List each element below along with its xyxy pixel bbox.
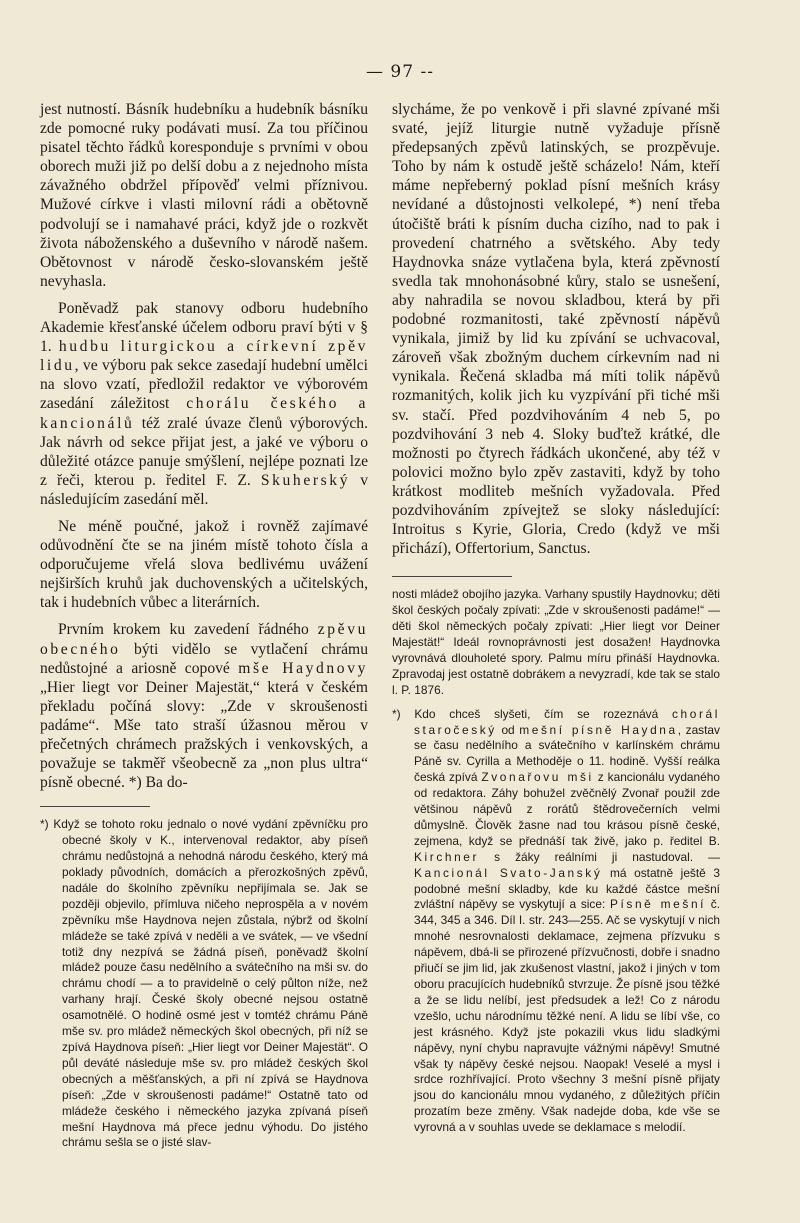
right-column [392, 100, 720, 1136]
left-column [40, 100, 368, 1151]
note-chorale: *) Kdo chceš slyšeti, čím se rozeznává chorál staročeský od mešní písně Haydna, zastav se času nedělního a svátečního v karlínském chrámu Páně sv. Cyrilla a Methoděje o 11. hodině. Vyšší reálka česká zpívá Zvonařovu mši z kancionálu vydaného od redaktora. Záhy bohužel zvěčnělý Zvonař použil zde většinou nápěvů z rorátů štědrovečerních velmi důmyslně. Člověk žasne nad tou krásou písně české, zejmena, když se přednáší tak živě, jako p. ředitel B. Kirchner s žáky reálními ji nastudoval. — Kancionál Svato-Janský má ostatně ještě 3 podobné mešní skladby, kde ku každé částce mešní zvláštní nápěvy se vyskytují a sice: Písně mešní č. 344, 345 a 346. Díl I. str. 243—255. Ač se vyskytují v nich mnohé nesrovnalosti deklamace, zejmena přízvuku s nápěvem, dbá-li se přirozené přízvučnosti, dobře i snadno přiučí se jim lid, jak zkušenost vlastní, jakož i jiných v tom oboru pracujících hudebníků stvrzuje. Že písně jsou těžké a že se lidu nelíbí, jest předsudek a lež! Co z národu vzešlo, uchu národnímu těžké není. A lidu se líbí vše, co jest krásného. Když jste pokazili vkus lidu sladkými nápěvy, nyní chybu napravujte vážnými nápěvy! Smutné však ty nápěvy české nejsou. Naopak! Veselé a mysl i srdce rozhřívající. Proto všechny 3 mešní písně přijaty jsou do kancionálu mnou vydaného, z důležitých příčin prozatím beze změny. Však nadejde doba, kde vše se vyrovná a v souhlas uvede se deklamace s melodií. [392, 706, 720, 1135]
paragraph-instructive: Ne méně poučné, jakož i rovněž zajímavé odůvodnění čte se na jiném místě tohoto čísla a odporučujeme vřelá slova bedlivému uvážení nejširších kruhů jak duchovenských a učitelských, tak i hudebních vůbec a literárních. [40, 517, 368, 612]
footnote-continuation: nosti mládež obojího jazyka. Varhany spustily Haydnovku; děti škol českých počaly zpívati: „Zde v skroušenosti padáme!“ — děti škol německých počaly zpívati: „Hier liegt vor Deiner Majestät!“ Ideál rovnoprávnosti jest dosažen! Haydnovka vyrovnává dlouholeté spory. Palmu míru přináší Haydnovka. Zpravodaj jest ostatně dobrákem a nevyzradí, kde tak se stalo l. P. 1876. [392, 587, 720, 697]
page-number: — 97 -- [366, 62, 434, 82]
paragraph-continuation: slycháme, že po venkově i při slavné zpívané mši svaté, jejíž liturgie nutně vyžaduje přísně předepsaných zpěvů latinských, se prozpěvuje. Toho by nám k ostudě ještě scházelo! Nám, kteří máme nepřeberný poklad písní mešních krásy nevídané a důstojnosti velkolepé, *) není třeba útočiště bráti k písním ducha cizího, nad to pak i provedení chatrného a světského. Aby tedy Haydnovka snáze vytlačena byla, která zpěvností svedla tak mnohonásobné kůry, stalo se usnešení, aby nahradila se novou skladbou, která by při podobné rozmanitosti, také zpěvností nápěvů vynikala, jimiž by lid ku zpívání se uchvacoval, zároveň však zbožným duchem církevním nad ni vynikala. Řečená skladba má míti tolik nápěvů rozmanitých, kolik jich ku vyzpívání při tiché mši sv. stačí. Před pozdvihováním 4 neb 5, po pozdvihování 3 neb 4. Sloky buďtež krátké, dle možnosti po čtyrech řádkách ukončené, aby též v polovici možno bylo zpěv zastaviti, když by toho krátkost modliteb mešních vyžadovala. Před pozdvihováním zpívejtež se sloky následující: Introitus s Kyrie, Gloria, Credo (když ve mši přichází), Offertorium, Sanctus. [392, 101, 720, 558]
footnote: *) Když se tohoto roku jednalo o nové vydání zpěvníčku pro obecné školy v K., intervenoval redaktor, aby píseň chrámu nedůstojná a nehodná národu českého, který má poklady původních, domácích a přerozkošných zpěvů, nadále do školního zpěvníku nepřijímala se. Jak se později objevilo, přímluva ničeho neprospěla a v novém zpěvníku mše Haydnova nejen zůstala, nýbrž od školní mládeže se také zpívá v neděli a ve svátek, — ve všední totiž dny nezpívá se žádná píseň, poněvadž školní mládež pouze času nedělního a svátečního na mši sv. do chrámu chodí — a to pravidelně o celý půlton níže, než varhany hrají. České školy obecné nejsou ostatně osamotnělé. O hodině osmé jest v tomtéž chrámu Páně mše sv. pro mládež německých škol obecných, při níž se zpívá Haydnova píseň: „Hier liegt vor Deiner Majestät“. O půl deváté následuje mše sv. pro mládež českých škol obecných a měšťanských, a při ní zpívá se Haydnova píseň: „Zde v skroušenosti padáme!“ Ostatně tato od mládeže českého i německého jazyka zpívaná píseň mešní Haydnova má přece jednu výhodu. Do jistého chrámu sešla se o jisté slav- [40, 817, 368, 1150]
paragraph-intro: jest nutností. Básník hudebníku a hudebník básníku zde pomocné ruky podávati musí. Za tou příčinou pisatel těchto řádků koresponduje s prvními v obou oborech muži již po delší dobu a z nejednoho místa závažného obdržel přípověď velmi příznivou. Mužové církve i vlasti milovní rádi a obětovně podvolují se i namahavé práci, když jde o rozkvět života náboženského a duševního v národě našem. Obětovnost v národě česko-slovanském ještě nevyhasla. [40, 101, 368, 290]
section-divider [392, 576, 512, 577]
footnote-rule [40, 806, 150, 807]
paragraph-statutes: Poněvadž pak stanovy odboru hudebního Akademie křesťanské účelem odboru praví býti v § 1. hudbu liturgickou a církevní zpěv lidu, ve výboru pak sekce zasedají hudební umělci na slovo vzatí, předložil redaktor ve výborovém zasedání záležitost chorálu českého a kancionálů též zralé úvaze členů výborových. Jak návrh od sekce přijat jest, a jaké ve výboru o důležité otázce panuje smýšlení, nejlépe poznati lze z řeči, kterou p. ředitel F. Z. Skuherský v následujícím zasedání měl. [40, 299, 369, 508]
paragraph-haydn-mass: Prvním krokem ku zavedení řádného zpěvu obecného býti vidělo se vytlačení chrámu nedůstojné a ariosně copové mše Haydnovy „Hier liegt vor Deiner Majestät,“ která v českém překladu počíná slovy: „Zde v skroušenosti padáme“. Mše tato straší úžasnou měrou v přečetných chrámech pražských i venkovských, a považuje se takměř všeobecně za „non plus ultra“ písně obecné. *) Ba do- [40, 621, 368, 792]
